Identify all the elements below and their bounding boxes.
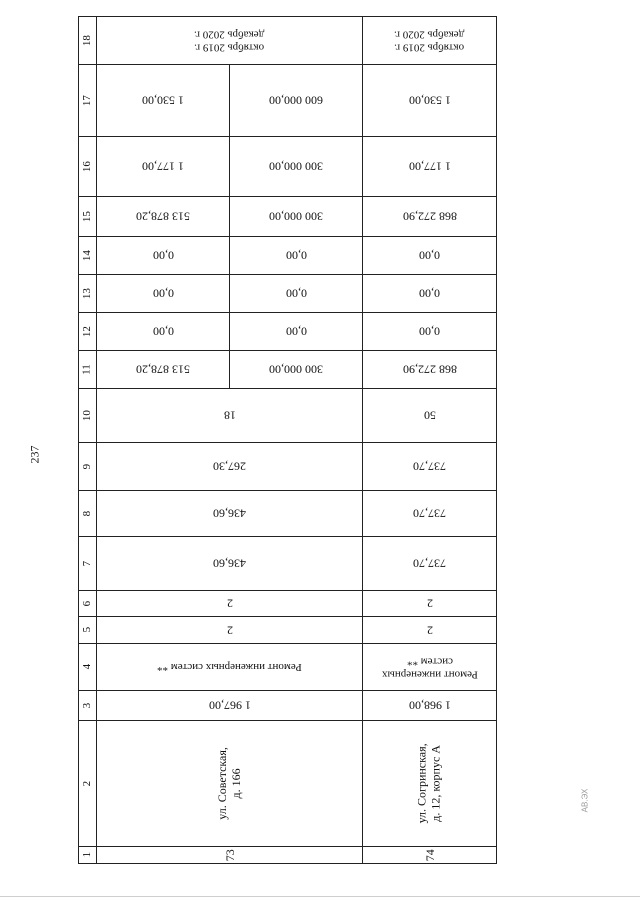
table-row-12 [79,313,496,351]
table-cell: 1 177,00 [97,137,230,196]
table-cell: 73 [97,847,363,863]
table-cell: 513 878,20 [97,351,230,388]
table-cell: 0,00 [230,237,363,274]
page-number-text: 237 [27,445,42,463]
page-bottom-rule [0,896,640,897]
table-cell: 0,00 [230,275,363,312]
column-index: 15 [79,197,97,236]
column-index: 6 [79,591,97,616]
table-cell: 300 000,00 [230,197,363,236]
table-cell: 0,00 [97,313,230,350]
table-cell: 436,60 [97,491,363,536]
table-row-9 [79,443,496,491]
column-index: 11 [79,351,97,388]
table-row-13 [79,275,496,313]
column-index: 16 [79,137,97,196]
table-cell: 1 177,00 [408,159,451,174]
table-cell: 1 967,00 [97,691,363,720]
table-cell: 1 530,00 [97,65,230,136]
column-index: 10 [79,389,97,442]
table-row-5 [79,617,496,644]
page-number [26,442,44,466]
cell-dates-73: октябрь 2019 г. декабрь 2020 г. [97,17,363,64]
table-row-1 [79,847,496,863]
column-index: 1 [79,847,97,863]
scan-stamp-text: АВ.ЭХ [580,788,590,812]
table-cell: 0,00 [97,237,230,274]
table-cell: 436,60 [97,537,363,590]
table-cell: 267,30 [97,443,363,490]
table-row-4 [79,644,496,691]
table-cell: 737,70 [413,556,446,571]
table-row-17 [79,65,496,137]
table-cell: 737,70 [413,506,446,521]
table-cell: 18 [97,389,363,442]
table-cell: 600 000,00 [230,65,363,136]
table-row-7 [79,537,496,591]
column-index: 13 [79,275,97,312]
column-index: 8 [79,491,97,536]
table-cell: 2 [97,591,363,616]
table-row-15 [79,197,496,237]
table-cell: 868 272,90 [402,362,457,377]
table-cell: 0,00 [419,286,440,301]
table-cell: 2 [97,617,363,643]
table-row-10 [79,389,496,443]
table-cell: 300 000,00 [230,351,363,388]
table-cell: Ремонт инженерных систем ** [97,644,363,690]
table-cell: 0,00 [419,248,440,263]
table-cell: Ремонт инженерных систем ** [381,655,478,681]
column-index: 7 [79,537,97,590]
table-row-8 [79,491,496,537]
table-cell: 1 968,00 [408,698,451,713]
table-row-14 [79,237,496,275]
column-index: 18 [79,17,97,64]
column-index: 5 [79,617,97,643]
table-cell: 300 000,00 [230,137,363,196]
table-row-3 [79,691,496,721]
table-row-16 [79,137,496,197]
table-row-11 [79,351,496,389]
table-cell: 0,00 [97,275,230,312]
column-index: 12 [79,313,97,350]
table-cell: 737,70 [413,459,446,474]
table-cell: 868 272,90 [402,209,457,224]
table-cell: 74 [422,848,437,861]
table-cell: 2 [426,623,433,638]
column-index: 9 [79,443,97,490]
data-table [78,16,497,864]
column-index: 14 [79,237,97,274]
table-row-2 [79,721,496,847]
column-index: 3 [79,691,97,720]
cell-address-73: ул. Советская, д. 166 [97,721,363,846]
cell-dates-74: октябрь 2019 г. декабрь 2020 г. [394,28,465,54]
table-cell: 1 530,00 [408,93,451,108]
column-index: 4 [79,644,97,690]
table-cell: 2 [426,596,433,611]
column-index: 2 [79,721,97,846]
table-row-6 [79,591,496,617]
table-cell: 0,00 [230,313,363,350]
table-cell: 513 878,20 [97,197,230,236]
table-cell: 0,00 [419,324,440,339]
cell-address-74: ул. Согринская, д. 12, корпус А [415,743,444,824]
scan-stamp [578,780,592,820]
column-index: 17 [79,65,97,136]
table-cell: 50 [423,408,436,423]
table-row-18 [79,17,496,65]
